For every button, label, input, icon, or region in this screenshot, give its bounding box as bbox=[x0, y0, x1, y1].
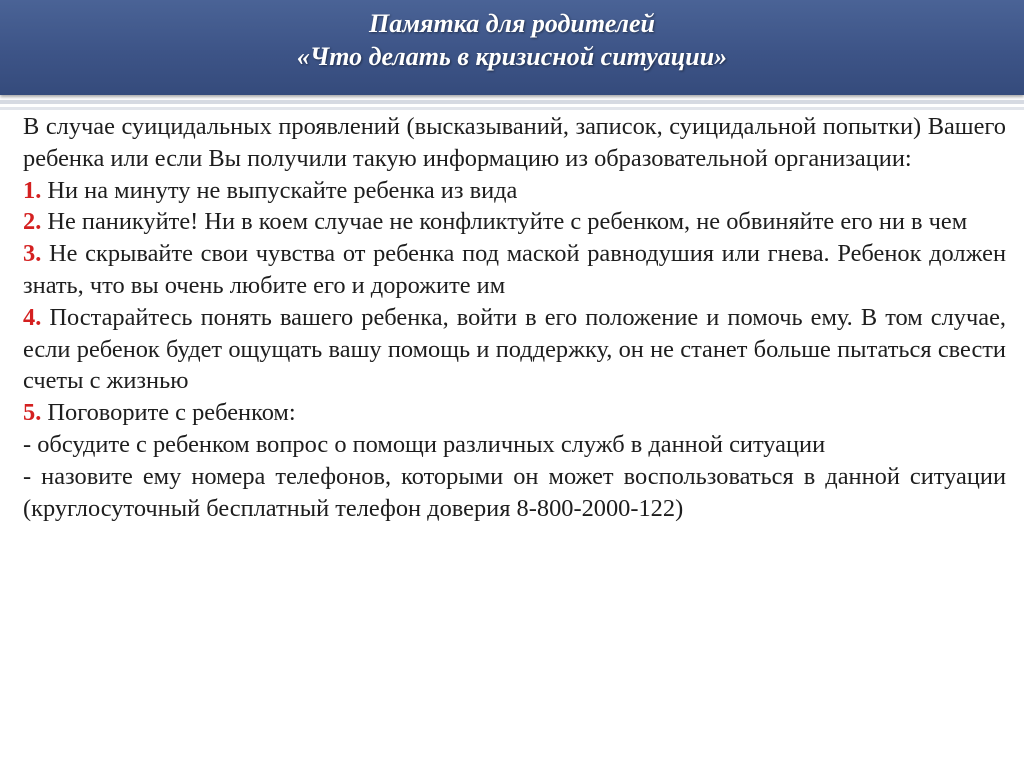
divider-stripe bbox=[0, 100, 1024, 104]
item-text: Не скрывайте свои чувства от ребенка под маской равнодушия или гнева. Ребенок должен знать, что вы очень любите его и дорожите им bbox=[23, 240, 1006, 299]
item-text: Ни на минуту не выпускайте ребенка из вида bbox=[41, 176, 518, 204]
title-bar bbox=[0, 0, 1024, 95]
slide-title bbox=[0, 7, 1024, 73]
list-item-2 bbox=[23, 206, 1006, 238]
item-number: 4. bbox=[23, 303, 42, 331]
list-item-3 bbox=[23, 238, 1006, 302]
list-item-4 bbox=[23, 302, 1006, 397]
slide-title-line-1: Памятка для родителей bbox=[369, 9, 655, 38]
sub-item-2: - назовите ему номера телефонов, которыми он может воспользоваться в данной ситуации (круглосуточный бесплатный телефон доверия 8-800-2000-122) bbox=[23, 462, 1006, 522]
sub-item-1: - обсудите с ребенком вопрос о помощи различных служб в данной ситуации bbox=[23, 430, 826, 458]
item-number: 1. bbox=[23, 176, 42, 204]
intro-paragraph: В случае суицидальных проявлений (высказываний, записок, суицидальной попытки) Вашего ребенка или если Вы получили такую информацию из образовательной организации: bbox=[23, 113, 1006, 172]
list-item-1 bbox=[23, 175, 1006, 207]
item-text: Постарайтесь понять вашего ребенка, войти в его положение и помочь ему. В том случае, если ребенок будет ощущать вашу помощь и поддержку, он не станет больше пытаться свести счеты с жизнью bbox=[23, 303, 1006, 395]
list-item-5 bbox=[23, 397, 1006, 429]
item-text: Не паникуйте! Ни в коем случае не конфликтуйте с ребенком, не обвиняйте его ни в чем bbox=[41, 208, 968, 236]
item-number: 3. bbox=[23, 240, 42, 268]
item-text: Поговорите с ребенком: bbox=[41, 399, 296, 427]
slide-title-line-2: «Что делать в кризисной ситуации» bbox=[296, 42, 728, 71]
item-number: 5. bbox=[23, 399, 42, 427]
divider-stripe bbox=[0, 107, 1024, 110]
memo-body bbox=[23, 111, 1006, 524]
item-number: 2. bbox=[23, 208, 42, 236]
